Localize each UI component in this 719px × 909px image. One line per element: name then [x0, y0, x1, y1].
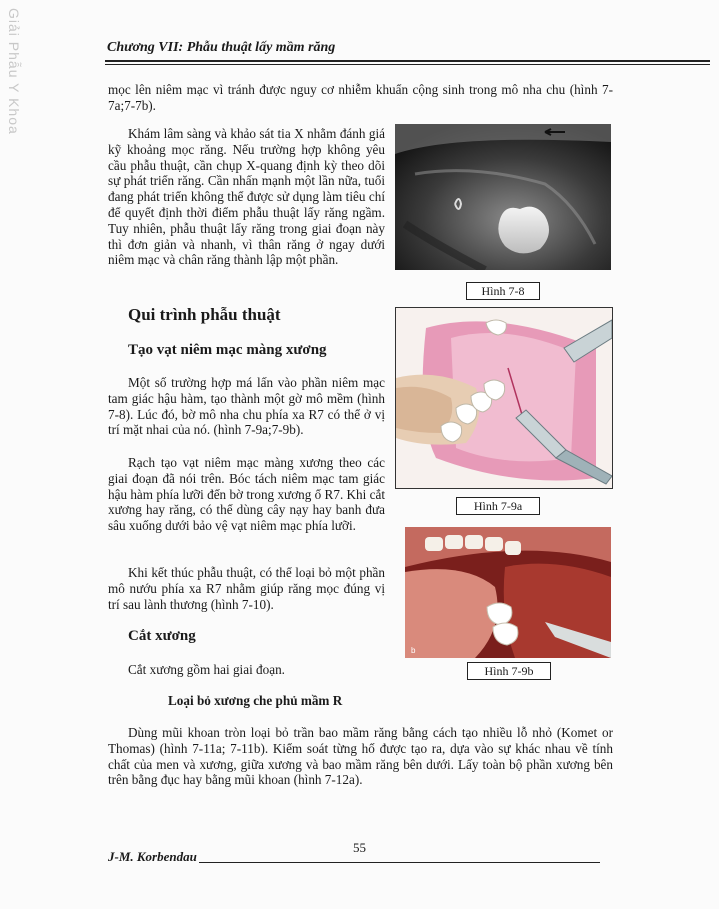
caption-fig-7-8: Hình 7-8 — [466, 282, 540, 300]
paragraph-drill: Dùng mũi khoan tròn loại bỏ trần bao mầm răng bằng cách tạo nhiều lỗ nhỏ (Komet or Thomas) (hình 7-11a; 7-11b). Kiểm soát từng hố được tạo ra, dựa vào sự khác nhau về tính chất của men và xương, giữa xương và bao mầm răng bên dưới. Lấy toàn bộ phần xương bên trên bằng đục hay bằng mũi khoan (hình 7-12a). — [108, 725, 613, 788]
page-number: 55 — [353, 840, 366, 855]
heading-bone-cutting: Cắt xương — [128, 628, 196, 644]
watermark: Giải Phẫu Y Khoa — [6, 8, 22, 135]
chapter-header: Chương VII: Phẫu thuật lấy mầm răng — [107, 40, 336, 55]
paragraph-exam: Khám lâm sàng và khảo sát tia X nhằm đánh giá kỹ khoảng mọc răng. Nếu trường hợp không yêu cầu phẫu thuật, cần chụp X-quang định kỳ theo dõi sự phát triển răng. Cần nhấn mạnh một lần nữa, tuổi đang phát triển không thể được sử dụng làm tiêu chí để quyết định thời điểm phẫu thuật lấy răng ngầm. Tuy nhiên, phẫu thuật lấy răng trong giai đoạn này thì đơn giản và nhanh, vì thân răng ở ngay dưới niêm mạc và chân răng thành lập một phần. — [108, 126, 385, 268]
footer-rule — [199, 862, 600, 863]
paragraph-stages: Cắt xương gồm hai giai đoạn. — [128, 662, 285, 677]
flap-illustration — [396, 308, 612, 488]
heading-flap: Tạo vạt niêm mạc màng xương — [128, 342, 327, 358]
caption-fig-7-9a: Hình 7-9a — [456, 497, 540, 515]
photo-label: b — [411, 646, 416, 655]
heading-remove-bone: Loại bỏ xương che phủ mầm R — [168, 693, 343, 708]
footer-author: J-M. Korbendau — [108, 849, 197, 864]
header-rule-thin — [105, 64, 710, 65]
figure-flap-illustration — [395, 307, 613, 489]
figure-clinical-photo — [405, 527, 611, 658]
clinical-photo — [405, 527, 611, 658]
header-rule — [105, 60, 710, 62]
xray-image — [395, 124, 611, 270]
paragraph-cheek: Một số trường hợp má lấn vào phần niêm mạc tam giác hậu hàm, tạo thành một gờ mô mềm (hình 7-8). Lúc đó, bờ mô nha chu phía xa R7 có thể ở vị trí mặt nhai của nó. (hình 7-9a;7-9b). — [108, 375, 385, 438]
heading-procedure: Qui trình phẫu thuật — [128, 305, 281, 324]
paragraph-finish: Khi kết thúc phẫu thuật, có thể loại bỏ một phần mô nướu phía xa R7 nhằm giúp răng mọc đúng vị trí sau lành thương (hình 7-10). — [108, 565, 385, 612]
paragraph-incision: Rạch tạo vạt niêm mạc màng xương theo các giai đoạn đã nói trên. Bóc tách niêm mạc tam giác hậu hàm phía lưỡi đến bờ trong xương ổ R7. Khi cắt xương hay răng, có thể dùng cây nạy hay banh đưa sâu xuống dưới bảo vệ vạt niêm mạc phía lưỡi. — [108, 455, 385, 534]
figure-xray — [395, 124, 611, 270]
paragraph-intro: mọc lên niêm mạc vì tránh được nguy cơ nhiễm khuẩn cộng sinh trong mô nha chu (hình 7-7a;7-7b). — [108, 82, 613, 113]
caption-fig-7-9b: Hình 7-9b — [467, 662, 551, 680]
